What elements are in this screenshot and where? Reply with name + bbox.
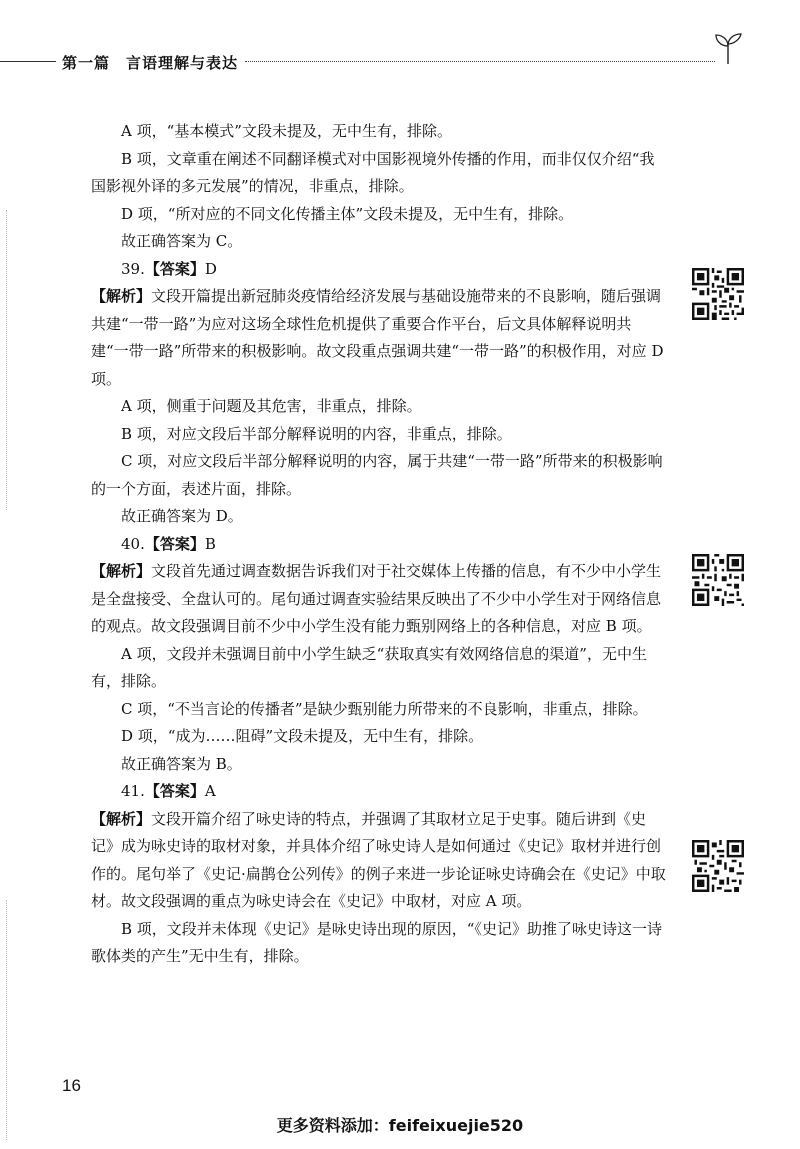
answer-label: 【答案】 [144, 782, 205, 800]
question-number: 39. [121, 259, 145, 278]
answer-label: 【答案】 [144, 259, 205, 278]
analysis-text: 文段首先通过调查数据告诉我们对于社交媒体上传播的信息，有不少中小学生是全盘接受、全盘认可的。尾句通过调查实验结果反映出了不少中小学生对于网络信息的观点。故文段强调目前不少中小学生没有能力甄别网络上的各种信息，对应 B 项。 [91, 562, 662, 635]
option-paragraph: A 项，“基本模式”文段未提及，无中生有，排除。 [121, 122, 452, 140]
section-title: 第一篇 言语理解与表达 [62, 54, 239, 72]
answer-value: B [204, 534, 216, 553]
analysis-label: 【解析】 [91, 809, 152, 828]
conclusion-paragraph: 故正确答案为 D。 [121, 507, 243, 525]
qr-code-icon [692, 268, 744, 320]
page-content [91, 118, 666, 971]
answer-value: A [204, 782, 216, 800]
qr-code-icon [692, 554, 744, 606]
header-rule-right [245, 61, 715, 62]
analysis-paragraph-40 [91, 558, 666, 641]
question-number: 40. [121, 534, 145, 553]
page-header [0, 30, 800, 70]
analysis-text: 文段开篇提出新冠肺炎疫情给经济发展与基础设施带来的不良影响，随后强调共建“一带一路”为应对这场全球性危机提供了重要合作平台，后文具体解释说明共建“一带一路”所带来的积极影响。故文段重点强调共建“一带一路”的积极作用，对应 D 项。 [91, 287, 664, 388]
option-paragraph: D 项，“所对应的不同文化传播主体”文段未提及，无中生有，排除。 [121, 204, 574, 223]
answer-line-41 [91, 778, 666, 806]
analysis-paragraph-39 [91, 283, 666, 393]
binding-dots-lower [6, 900, 9, 1140]
option-paragraph: C 项，对应文段后半部分解释说明的内容，属于共建“一带一路”所带来的积极影响的一个方面，表述片面，排除。 [91, 452, 663, 498]
option-paragraph: A 项，侧重于问题及其危害，非重点，排除。 [121, 397, 422, 415]
question-number: 41. [121, 782, 145, 800]
analysis-paragraph-41 [91, 806, 666, 916]
qr-code-icon [692, 840, 744, 892]
analysis-text: 文段开篇介绍了咏史诗的特点，并强调了其取材立足于史事。随后讲到《史记》成为咏史诗的取材对象，并具体介绍了咏史诗人是如何通过《史记》取材并进行创作的。尾句举了《史记·扁鹊仓公列传》的例子来进一步论证咏史诗确会在《史记》中取材。故文段强调的重点为咏史诗会在《史记》中取材，对应 A 项。 [91, 809, 666, 910]
option-paragraph: B 项，文章重在阐述不同翻译模式对中国影视境外传播的作用，而非仅仅介绍“我国影视外译的多元发展”的情况，非重点，排除。 [91, 149, 655, 195]
footer-note: 更多资料添加：feifeixuejie520 [276, 1116, 524, 1135]
header-rule-left [0, 61, 56, 62]
conclusion-paragraph: 故正确答案为 C。 [121, 232, 243, 250]
analysis-label: 【解析】 [91, 562, 152, 580]
conclusion-paragraph: 故正确答案为 B。 [121, 754, 242, 773]
option-paragraph: C 项，“不当言论的传播者”是缺少甄别能力所带来的不良影响，非重点，排除。 [121, 699, 648, 718]
answer-line-40 [91, 531, 666, 559]
sprout-icon [710, 32, 746, 66]
analysis-label: 【解析】 [91, 287, 152, 305]
option-paragraph: B 项，对应文段后半部分解释说明的内容，非重点，排除。 [121, 424, 512, 443]
option-paragraph: D 项，“成为……阻碍”文段未提及，无中生有，排除。 [121, 727, 484, 745]
answer-value: D [204, 259, 217, 278]
page-number: 16 [62, 1076, 81, 1095]
answer-line-39 [91, 256, 666, 284]
option-paragraph: B 项，文段并未体现《史记》是咏史诗出现的原因，“《史记》助推了咏史诗这一诗歌体类的产生”无中生有，排除。 [91, 919, 662, 965]
binding-dots [6, 210, 9, 510]
answer-label: 【答案】 [144, 534, 205, 553]
option-paragraph: A 项，文段并未强调目前中小学生缺乏“获取真实有效网络信息的渠道”，无中生有，排除。 [91, 644, 647, 690]
